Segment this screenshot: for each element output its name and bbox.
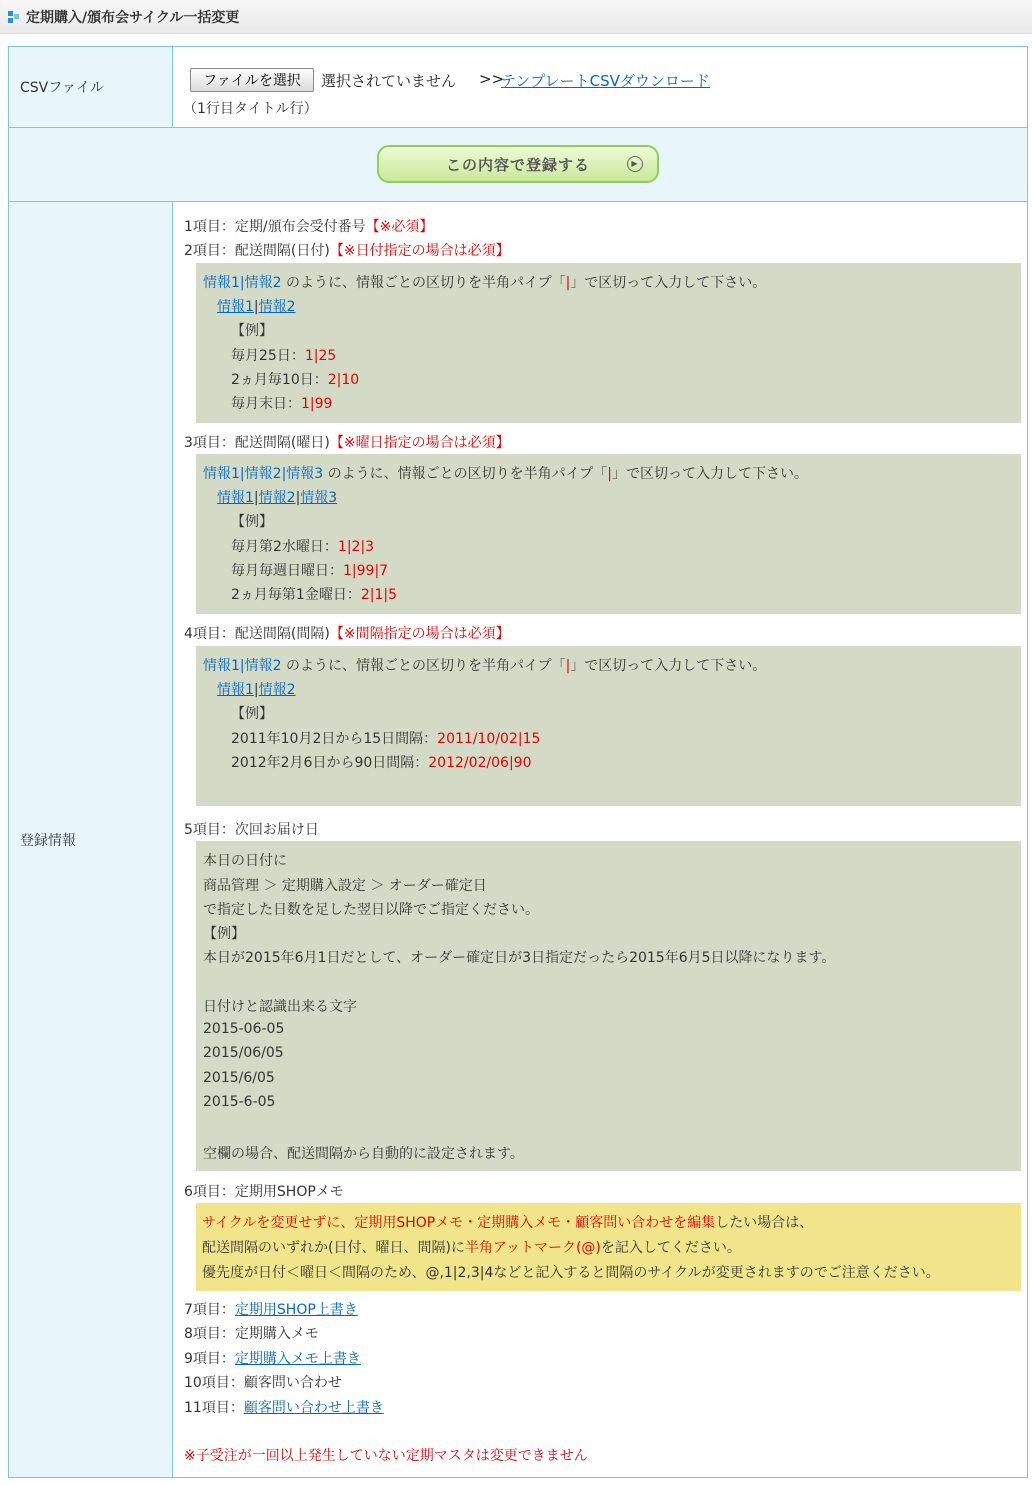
section-icon (8, 11, 20, 23)
item-5-help-box: 本日の日付に 商品管理 ＞ 定期購入設定 ＞ オーダー確定日 で指定した日数を足した翌日以降でご指定ください。 【例】 本日が2015年6月1日だとして、オーダー確定日が3日指定だったら2015年6月5日以降になります。 日付けと認識出来る文字 2015-06-05 2015/06/05 2015/6/05 2015-6-05 空欄の場合、配送間隔から自動的に設定されます。 (196, 841, 1021, 1171)
form-table (8, 46, 1028, 1478)
sample-link[interactable]: 情報1 (217, 299, 254, 315)
template-csv-download-link[interactable]: テンプレートCSVダウンロード (501, 72, 710, 90)
item-10: 10項目：顧客問い合わせ (184, 1375, 342, 1391)
item-9: 9項目：定期購入メモ上書き (184, 1351, 361, 1367)
register-button[interactable] (377, 145, 659, 183)
footer-note: ※子受注が一回以上発生していない定期マスタは変更できません (184, 1448, 588, 1464)
register-button-label: この内容で登録する (445, 155, 590, 174)
sample-link[interactable]: 情報1 (217, 490, 254, 506)
info-label: 登録情報 (9, 202, 173, 1477)
sample-link[interactable]: 情報1 (217, 682, 254, 698)
purchase-memo-overwrite-link[interactable]: 定期購入メモ上書き (234, 1351, 361, 1367)
shop-memo-overwrite-link[interactable]: 定期用SHOP上書き (234, 1302, 358, 1318)
item-11: 11項目：顧客問い合わせ上書き (184, 1400, 384, 1416)
file-select-button[interactable]: ファイルを選択 (190, 68, 314, 92)
csv-value-cell (173, 47, 1027, 127)
item-6: 6項目：定期用SHOPメモ (184, 1184, 344, 1200)
item-2: 2項目：配送間隔(日付)【※日付指定の場合は必須】 (184, 243, 510, 259)
item-1: 1項目：定期/頒布会受付番号【※必須】 (184, 219, 434, 235)
arrow-right-icon: ▶ (627, 156, 643, 172)
csv-note: （1行目タイトル行） (183, 101, 318, 117)
sample-link[interactable]: 情報2 (258, 490, 296, 506)
item-3: 3項目：配送間隔(曜日)【※曜日指定の場合は必須】 (184, 435, 510, 451)
arrow-marker: >> (479, 70, 505, 88)
item-6-warning-box: サイクルを変更せずに、定期用SHOPメモ・定期購入メモ・顧客問い合わせを編集したい場合は、 配送間隔のいずれか(日付、曜日、間隔)に半角アットマーク(@)を記入してください。 優先度が日付＜曜日＜間隔のため、@,1|2,3|4などと記入すると間隔のサイクルが変更されますのでご注意ください。 (196, 1203, 1021, 1291)
sample-link[interactable]: 情報3 (300, 490, 338, 506)
submit-row (9, 128, 1027, 202)
item-3-help-box: 情報1|情報2|情報3 のように、情報ごとの区切りを半角パイプ「|」で区切って入力して下さい。 情報1|情報2|情報3 【例】 毎月第2水曜日：1|2|3 毎月毎週日曜日：1|99|7 2ヵ月毎第1金曜日：2|1|5 (196, 454, 1021, 614)
sample-link[interactable]: 情報2 (258, 682, 296, 698)
customer-inquiry-overwrite-link[interactable]: 顧客問い合わせ上書き (243, 1400, 384, 1416)
item-5: 5項目：次回お届け日 (184, 822, 319, 838)
item-4: 4項目：配送間隔(間隔)【※間隔指定の場合は必須】 (184, 626, 510, 642)
file-status: 選択されていません (321, 72, 457, 90)
page-title: 定期購入/頒布会サイクル一括変更 (26, 9, 240, 26)
item-8: 8項目：定期購入メモ (184, 1326, 319, 1342)
item-4-help-box: 情報1|情報2 のように、情報ごとの区切りを半角パイプ「|」で区切って入力して下さい。 情報1|情報2 【例】 2011年10月2日から15日間隔：2011/10/02|15 2012年2月6日から90日間隔：2012/02/06|90 (196, 646, 1021, 806)
csv-label: CSVファイル (9, 47, 173, 127)
csv-row (9, 47, 1027, 128)
page-header (0, 0, 1032, 34)
info-value-cell (173, 202, 1027, 1477)
sample-link[interactable]: 情報2 (258, 299, 296, 315)
item-7: 7項目：定期用SHOP上書き (184, 1302, 358, 1318)
info-row (9, 202, 1027, 1477)
item-2-help-box: 情報1|情報2 のように、情報ごとの区切りを半角パイプ「|」で区切って入力して下さい。 情報1|情報2 【例】 毎月25日：1|25 2ヵ月毎10日：2|10 毎月末日：1|99 (196, 263, 1021, 423)
